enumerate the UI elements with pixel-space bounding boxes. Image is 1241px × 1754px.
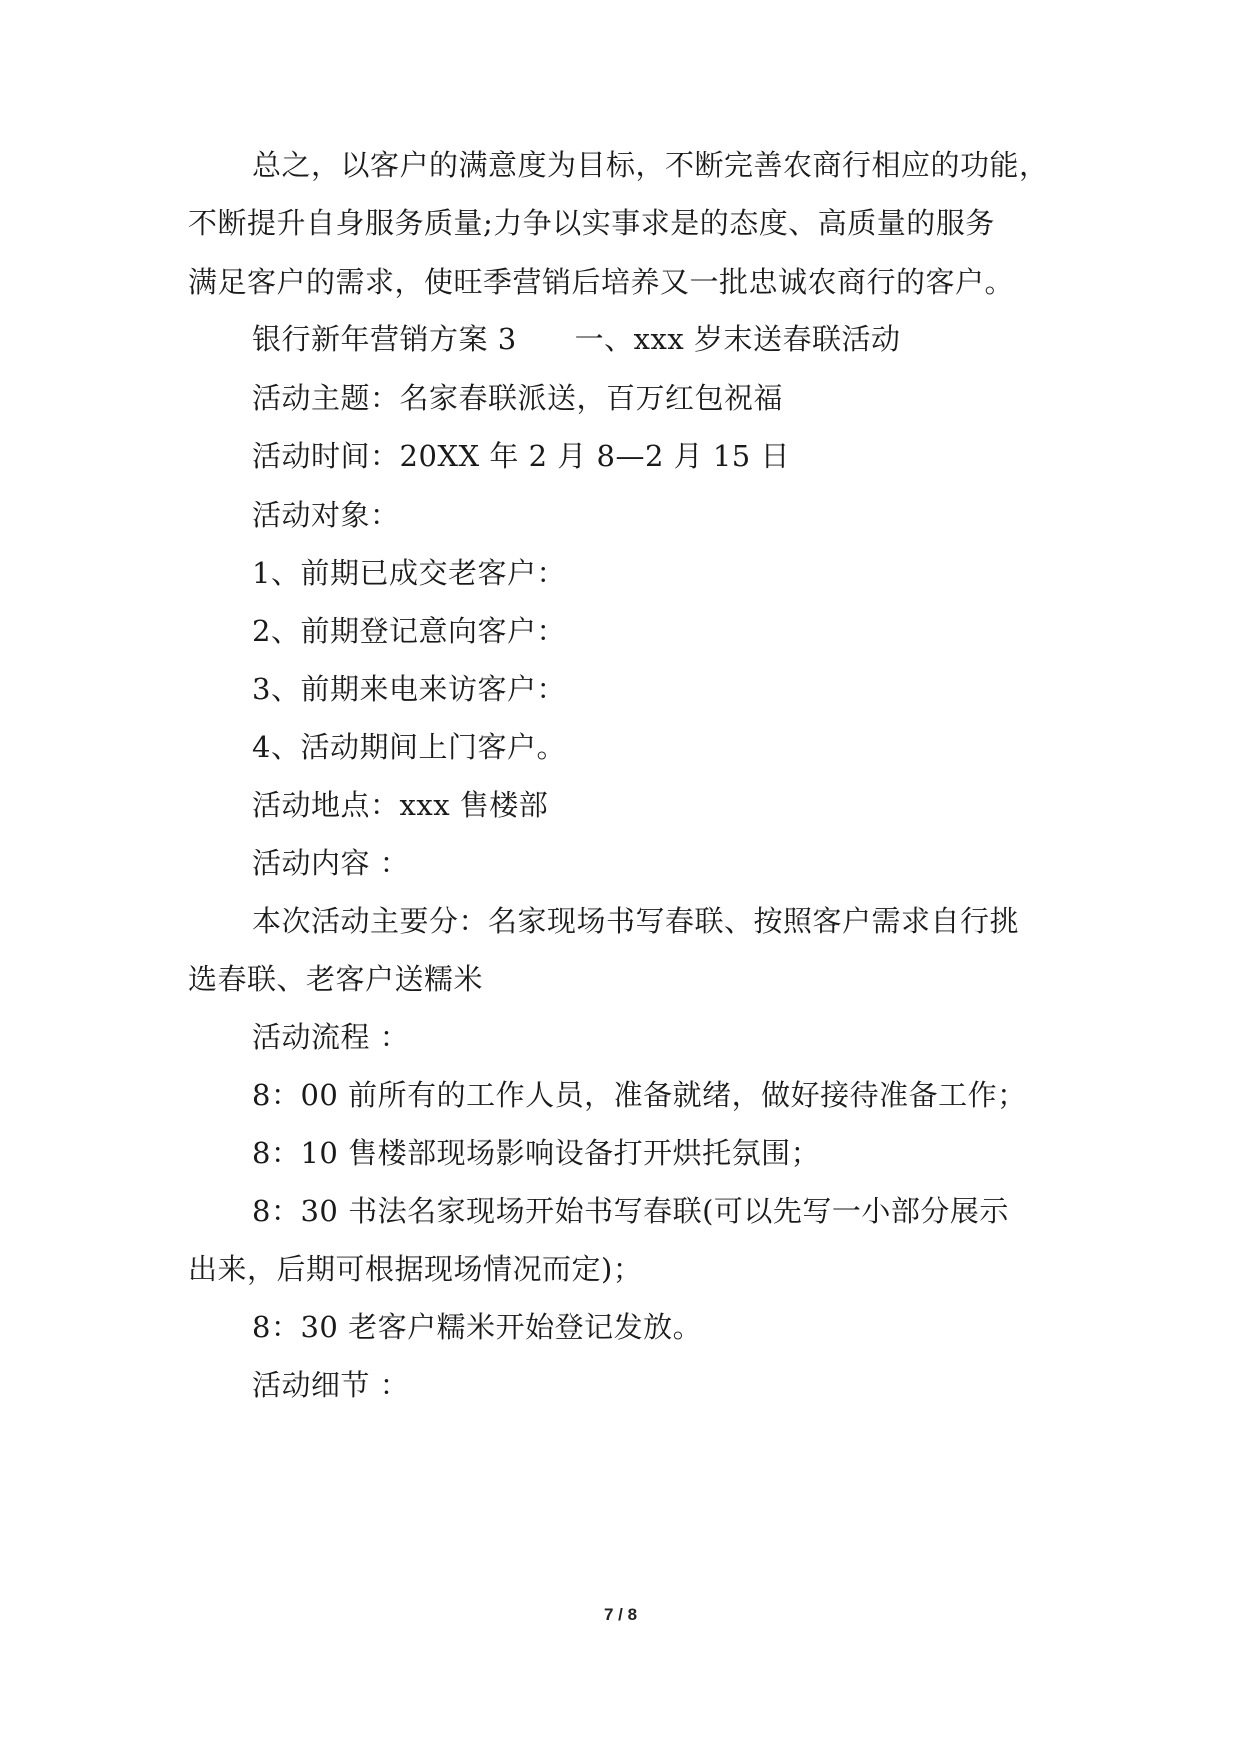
paragraph-line: 不断提升自身服务质量;力争以实事求是的态度、高质量的服务 — [188, 206, 995, 240]
target-list-item: 1、前期已成交老客户： — [252, 556, 566, 590]
activity-flow-label: 活动流程 ： — [252, 1020, 410, 1054]
section-heading — [252, 319, 900, 359]
target-list-item: 2、前期登记意向客户： — [252, 614, 566, 648]
target-list-item: 4、活动期间上门客户。 — [252, 730, 566, 764]
activity-target-label: 活动对象： — [252, 498, 400, 532]
activity-time: 活动时间：20XX 年 2 月 8—2 月 15 日 — [252, 439, 790, 473]
paragraph-line: 满足客户的需求，使旺季营销后培养又一批忠诚农商行的客户。 — [188, 265, 1015, 299]
activity-content-label: 活动内容 ： — [252, 846, 410, 880]
flow-step: 8：00 前所有的工作人员，准备就绪，做好接待准备工作； — [252, 1078, 1027, 1112]
target-list-item: 3、前期来电来访客户： — [252, 672, 566, 706]
flow-step: 8：30 书法名家现场开始书写春联(可以先写一小部分展示 — [252, 1194, 1009, 1228]
flow-step: 8：10 售楼部现场影响设备打开烘托氛围； — [252, 1136, 821, 1170]
activity-content-line: 选春联、老客户送糯米 — [188, 962, 484, 996]
paragraph-line: 总之，以客户的满意度为目标，不断完善农商行相应的功能， — [252, 148, 1049, 182]
section-title: 银行新年营销方案 3 — [252, 322, 517, 356]
activity-theme: 活动主题：名家春联派送，百万红包祝福 — [252, 381, 784, 415]
flow-step-continuation: 出来，后期可根据现场情况而定)； — [188, 1252, 643, 1286]
activity-content-line: 本次活动主要分：名家现场书写春联、按照客户需求自行挑 — [252, 904, 1020, 938]
activity-details-label: 活动细节 ： — [252, 1368, 410, 1402]
page-number: 7 / 8 — [603, 1605, 638, 1624]
activity-location: 活动地点：xxx 售楼部 — [252, 788, 549, 822]
section-subtitle: 一、xxx 岁末送春联活动 — [574, 322, 901, 356]
flow-step: 8：30 老客户糯米开始登记发放。 — [252, 1310, 703, 1344]
